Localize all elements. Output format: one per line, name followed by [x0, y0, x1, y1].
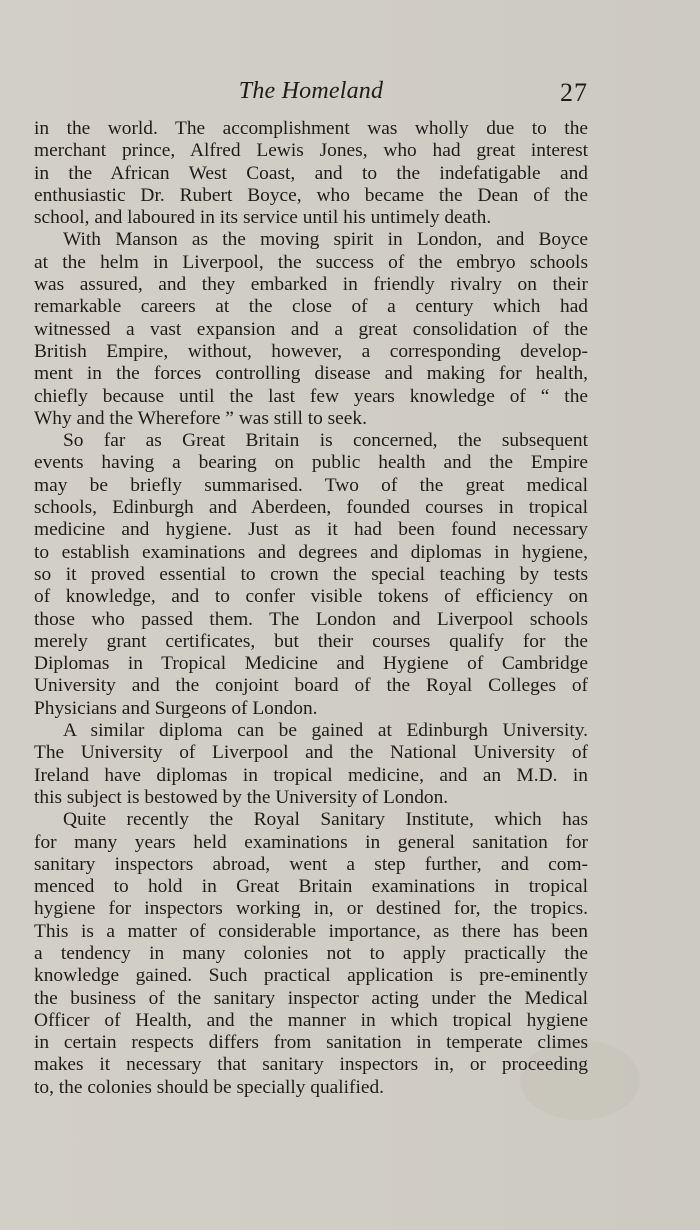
text-line: University and the conjoint board of the Royal Colleges of [34, 675, 588, 697]
text-line: events having a bearing on public health and the Empire [34, 452, 588, 474]
text-line: With Manson as the moving spirit in London, and Boyce [63, 229, 588, 251]
text-line: chiefly because until the last few years knowledge of “ the [34, 385, 588, 407]
text-line: So far as Great Britain is concerned, the subsequent [63, 430, 588, 452]
text-line: schools, Edinburgh and Aberdeen, founded courses in tropical [34, 497, 588, 519]
text-line: for many years held examinations in general sanitation for [34, 831, 588, 853]
body-text [34, 118, 588, 1099]
text-line: Physicians and Surgeons of London. [34, 697, 318, 719]
text-line: This is a matter of considerable importance, as there has been [34, 920, 588, 942]
page-number: 27 [560, 78, 588, 107]
text-line: to establish examinations and degrees and diplomas in hygiene, [34, 541, 588, 563]
text-line: to, the colonies should be specially qualified. [34, 1076, 385, 1098]
text-line: may be briefly summarised. Two of the great medical [34, 474, 588, 496]
text-line: The University of Liverpool and the National University of [34, 742, 588, 764]
text-line: knowledge gained. Such practical application is pre-eminently [34, 965, 588, 987]
text-line: ment in the forces controlling disease and making for health, [34, 363, 588, 385]
text-line: merchant prince, Alfred Lewis Jones, who had great interest [34, 140, 588, 162]
text-line: Ireland have diplomas in tropical medicine, and an M.D. in [34, 764, 588, 786]
text-line: merely grant certificates, but their courses qualify for the [34, 630, 588, 652]
text-line: menced to hold in Great Britain examinations in tropical [34, 876, 588, 898]
text-line: those who passed them. The London and Liverpool schools [34, 608, 588, 630]
text-line: medicine and hygiene. Just as it had been found necessary [34, 519, 588, 541]
text-line: Diplomas in Tropical Medicine and Hygiene of Cambridge [34, 653, 588, 675]
text-line: remarkable careers at the close of a century which had [34, 296, 588, 318]
text-line: makes it necessary that sanitary inspectors in, or proceeding [34, 1054, 588, 1076]
text-line: A similar diploma can be gained at Edinburgh University. [63, 720, 588, 742]
text-line: enthusiastic Dr. Rubert Boyce, who became the Dean of the [34, 184, 588, 206]
running-head [34, 78, 588, 112]
text-line: sanitary inspectors abroad, went a step further, and com- [34, 853, 588, 875]
running-title: The Homeland [238, 78, 384, 104]
text-line: in the world. The accomplishment was wholly due to the [34, 118, 588, 139]
text-line: Why and the Wherefore ” was still to seek. [34, 407, 367, 429]
text-line: hygiene for inspectors working in, or destined for, the tropics. [34, 898, 588, 920]
text-line: the business of the sanitary inspector acting under the Medical [34, 987, 588, 1009]
text-line: witnessed a vast expansion and a great consolidation of the [34, 318, 588, 340]
text-line: so it proved essential to crown the special teaching by tests [34, 563, 588, 585]
text-line: at the helm in Liverpool, the success of the embryo schools [34, 251, 588, 273]
text-line: British Empire, without, however, a corresponding develop- [34, 340, 588, 362]
text-line: school, and laboured in its service until his untimely death. [34, 207, 492, 229]
text-line: of knowledge, and to confer visible tokens of efficiency on [34, 586, 588, 608]
text-line: Quite recently the Royal Sanitary Institute, which has [63, 809, 588, 831]
text-line: this subject is bestowed by the University of London. [34, 786, 449, 808]
text-line: was assured, and they embarked in friendly rivalry on their [34, 274, 588, 296]
text-line: a tendency in many colonies not to apply practically the [34, 942, 588, 964]
text-line: in the African West Coast, and to the indefatigable and [34, 162, 588, 184]
text-line: Officer of Health, and the manner in which tropical hygiene [34, 1009, 588, 1031]
text-line: in certain respects differs from sanitation in temperate climes [34, 1032, 588, 1054]
